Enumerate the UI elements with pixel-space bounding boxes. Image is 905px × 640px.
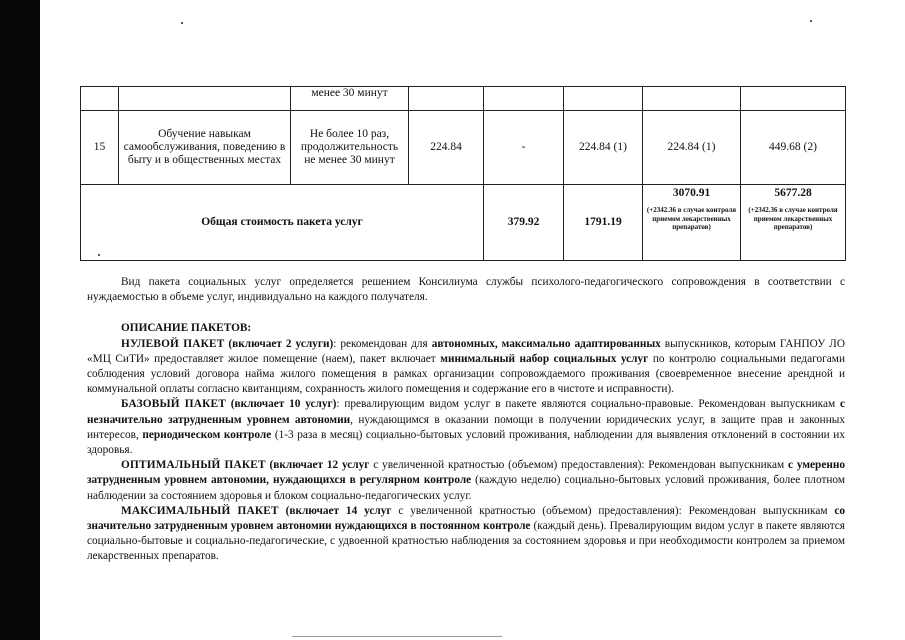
- table-cell: [119, 87, 291, 111]
- zero-package-paragraph: НУЛЕВОЙ ПАКЕТ (включает 2 услуги): рекомендован для автономных, максимально адаптированных выпускников, которым ГАНПОУ ЛО «МЦ СиТИ» предоставляет жилое помещение (наем), пакет включает минимальный набор социальных услуг по контролю социальными педагогами соблюдения условий договора найма жилого помещения в рамках организации сопровождаемого проживания (своевременное внесение арендной и коммунальной оплаты согласно квитанциям, сохранность жилого помещения и содержание его в чистоте и исправности).: [87, 337, 845, 396]
- package-description: [87, 275, 845, 565]
- maximal-package-cost: 449.68 (2): [741, 111, 846, 185]
- service-frequency: Не более 10 раз, продолжительность не менее 30 минут: [291, 111, 409, 185]
- zero-package-name: НУЛЕВОЙ ПАКЕТ: [121, 337, 225, 350]
- optimal-package-name: ОПТИМАЛЬНЫЙ ПАКЕТ: [121, 459, 266, 472]
- scan-footer-line: [292, 636, 502, 637]
- service-duration: менее 30 минут: [291, 87, 409, 111]
- optimal-package-count: (включает 12 услуг: [269, 459, 370, 472]
- basic-package-name: БАЗОВЫЙ ПАКЕТ: [121, 398, 226, 411]
- table-cell: [409, 87, 484, 111]
- total-maximal: 5677.28: [774, 187, 812, 199]
- services-table: [80, 86, 846, 261]
- optimal-package-cost: 224.84 (1): [643, 111, 741, 185]
- maximal-package-name: МАКСИМАЛЬНЫЙ ПАКЕТ: [121, 504, 279, 517]
- zero-package-count: (включает 2 услуги): [228, 337, 334, 350]
- total-basic: 1791.19: [564, 185, 643, 261]
- scan-speck: [181, 22, 183, 24]
- table-cell: [564, 87, 643, 111]
- row-number: 15: [81, 111, 119, 185]
- scan-border: [0, 0, 40, 640]
- service-price: 224.84: [409, 111, 484, 185]
- table-cell: [643, 87, 741, 111]
- total-zero: 379.92: [484, 185, 564, 261]
- table-cell: [741, 87, 846, 111]
- service-name: Обучение навыкам самообслуживания, поведению в быту и в общественных местах: [119, 111, 291, 185]
- total-optimal-cell: [643, 185, 741, 261]
- maximal-package-paragraph: МАКСИМАЛЬНЫЙ ПАКЕТ (включает 14 услуг с увеличенной кратностью (объемом) предоставления): Рекомендован выпускникам со значительно затрудненным уровнем автономии нуждающихся в постоянном контроле (каждый день). Превалирующим видом услуг в пакете являются социально-бытовые и социально-педагогические, с удвоенной кратностью наблюдения за состоянием здоровья и при необходимости контролем за приемом лекарственных препаратов.: [87, 504, 846, 563]
- total-label: Общая стоимость пакета услуг: [81, 185, 484, 261]
- scan-speck: [810, 20, 812, 22]
- maximal-package-count: (включает 14 услуг: [285, 504, 392, 517]
- basic-package-cost: 224.84 (1): [564, 111, 643, 185]
- total-maximal-cell: [741, 185, 846, 261]
- table-row: [81, 111, 846, 185]
- section-heading: ОПИСАНИЕ ПАКЕТОВ:: [121, 322, 252, 335]
- table-cell: [484, 87, 564, 111]
- basic-package-count: (включает 10 услуг): [230, 398, 337, 411]
- basic-package-paragraph: БАЗОВЫЙ ПАКЕТ (включает 10 услуг): превалирующим видом услуг в пакете являются социально-правовые. Рекомендован выпускникам с незначительно затрудненным уровнем автономии, нуждающимся в оказании помощи в получении юридических услуг, в защите прав и законных интересов, периодическом контроле (1-3 раза в месяц) социально-бытовых условий проживания, наблюдении для выявления отклонений в состоянии их здоровья.: [87, 398, 845, 457]
- table-row-total: [81, 185, 846, 261]
- optimal-package-paragraph: ОПТИМАЛЬНЫЙ ПАКЕТ (включает 12 услуг с увеличенной кратностью (объемом) предоставления): Рекомендован выпускникам с умеренно затрудненным уровнем автономии, нуждающихся в регулярном контроле (каждую неделю) социально-бытовых условий проживания, более плотном наблюдении за состоянием здоровья и блоком социально-педагогических услуг.: [87, 459, 846, 502]
- zero-package-cost: -: [484, 111, 564, 185]
- total-optimal-note: (+2342.36 в случае контроля приемом лекарственных препаратов): [646, 206, 737, 231]
- total-maximal-note: (+2342.36 в случае контроля приемом лекарственных препаратов): [748, 206, 838, 231]
- table-cell: [81, 87, 119, 111]
- table-row: [81, 87, 846, 111]
- total-optimal: 3070.91: [672, 187, 711, 199]
- intro-paragraph: Вид пакета социальных услуг определяется решением Консилиума службы психолого-педагогического сопровождения в соответствии с нуждаемостью в объеме услуг, индивидуально на каждого получателя.: [87, 276, 845, 304]
